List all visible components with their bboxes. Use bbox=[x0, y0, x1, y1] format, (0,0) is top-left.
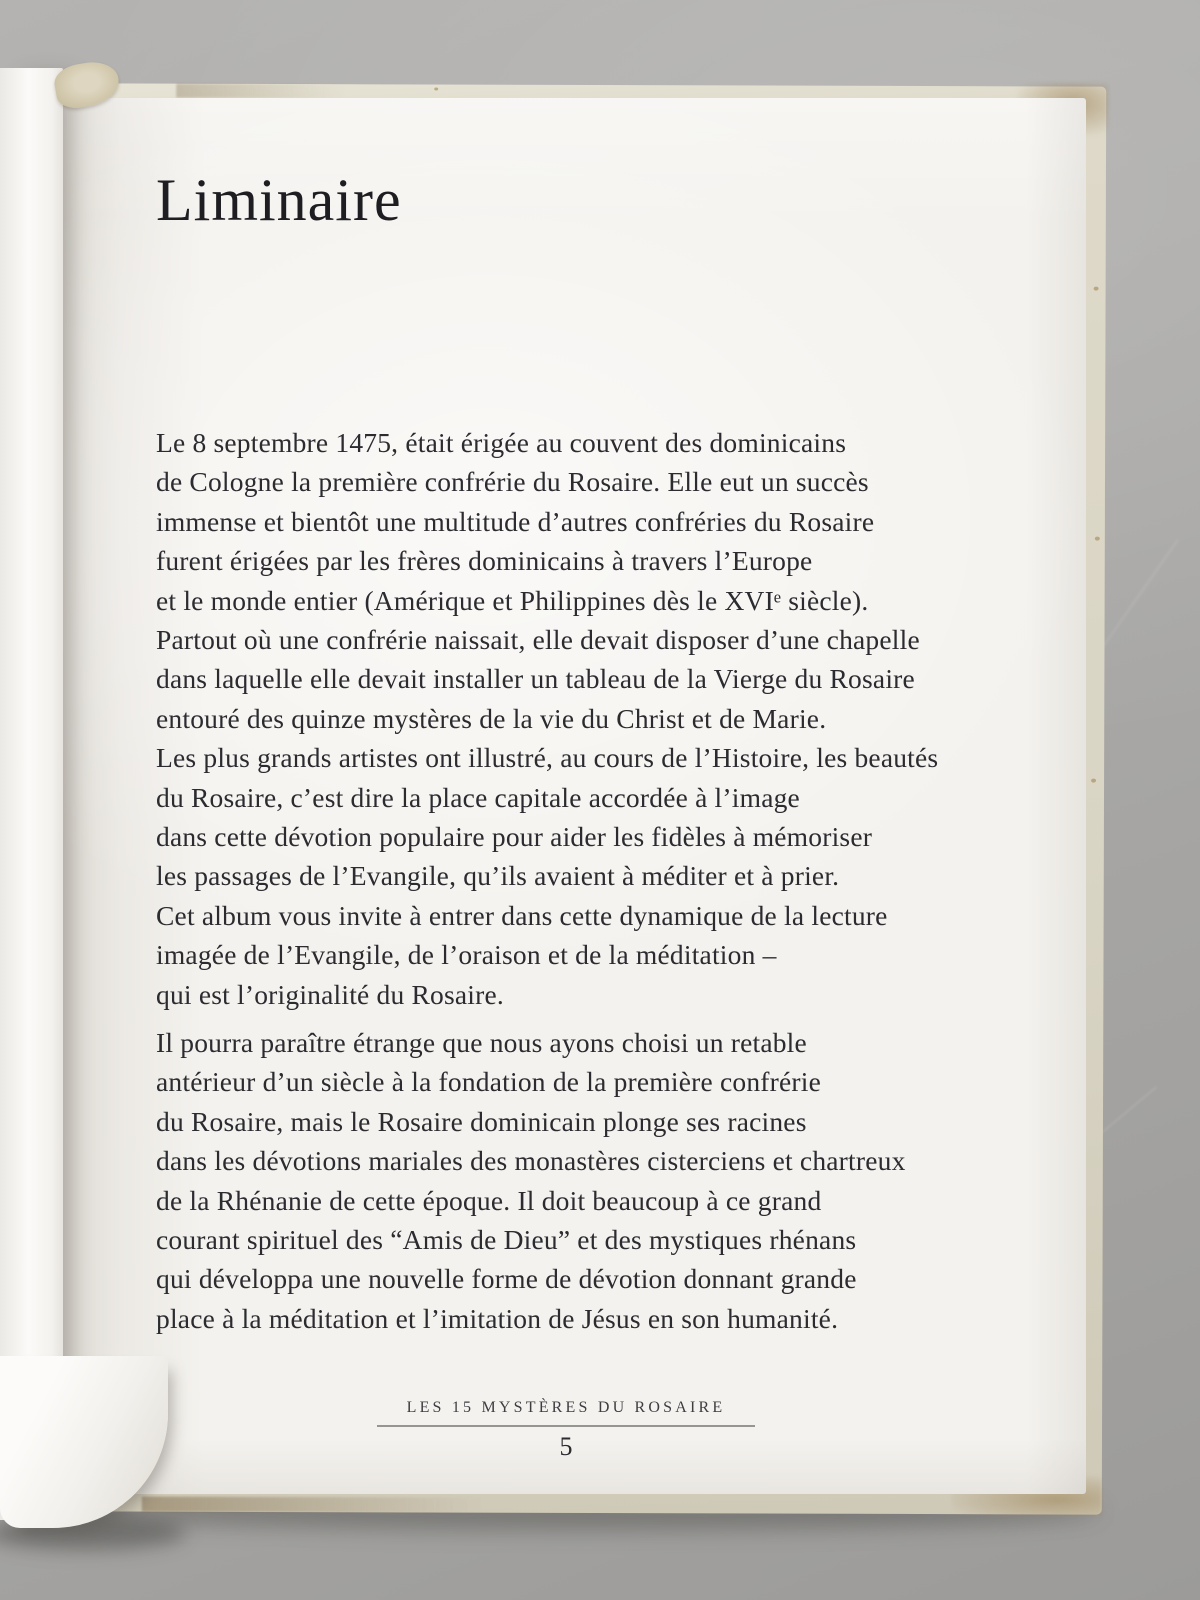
page-footer bbox=[377, 1399, 755, 1462]
foxing-spot bbox=[1091, 779, 1096, 783]
facing-page-edge bbox=[0, 68, 63, 1520]
foxing-spot bbox=[434, 87, 438, 90]
text-line: place à la méditation et l’imitation de Jésus en son humanité. bbox=[156, 1302, 839, 1334]
text-line: les passages de l’Evangile, qu’ils avaient à méditer et à prier. bbox=[156, 860, 840, 892]
text-line: immense et bientôt une multitude d’autres confréries du Rosaire bbox=[156, 505, 875, 537]
text-line: qui est l’originalité du Rosaire. bbox=[156, 978, 504, 1010]
text-line: dans cette dévotion populaire pour aider les fidèles à mémoriser bbox=[156, 821, 873, 853]
running-title: LES 15 MYSTÈRES DU ROSAIRE bbox=[377, 1399, 755, 1427]
text-line: de la Rhénanie de cette époque. Il doit beaucoup à ce grand bbox=[156, 1184, 822, 1216]
text-line: du Rosaire, c’est dire la place capitale accordée à l’image bbox=[156, 781, 800, 813]
text-line: de Cologne la première confrérie du Rosaire. Elle eut un succès bbox=[156, 466, 869, 498]
text-line: et le monde entier (Amérique et Philippines dès le XVIᵉ siècle). bbox=[156, 584, 869, 616]
cover-stain bbox=[142, 1497, 482, 1513]
page-number: 5 bbox=[559, 1432, 573, 1461]
text-line: dans laquelle elle devait installer un tableau de la Vierge du Rosaire bbox=[156, 663, 915, 695]
text-line: du Rosaire, mais le Rosaire dominicain plonge ses racines bbox=[156, 1105, 807, 1137]
paragraph-1 bbox=[156, 423, 996, 1014]
paragraph-2 bbox=[156, 1023, 996, 1338]
text-line: antérieur d’un siècle à la fondation de la première confrérie bbox=[156, 1066, 821, 1098]
foxing-spot bbox=[1095, 537, 1100, 541]
text-line: Cet album vous invite à entrer dans cette dynamique de la lecture bbox=[156, 899, 888, 931]
chapter-title: Liminaire bbox=[156, 167, 402, 233]
text-line: Les plus grands artistes ont illustré, au cours de l’Histoire, les beautés bbox=[156, 742, 939, 774]
cover-stain bbox=[176, 84, 346, 99]
foxing-spot bbox=[1094, 287, 1099, 291]
text-line: Il pourra paraître étrange que nous ayons choisi un retable bbox=[156, 1027, 807, 1058]
text-line: Partout où une confrérie naissait, elle devait disposer d’une chapelle bbox=[156, 624, 920, 656]
book-page bbox=[60, 98, 1086, 1494]
text-line: Le 8 septembre 1475, était érigée au couvent des dominicains bbox=[156, 427, 847, 458]
text-line: imagée de l’Evangile, de l’oraison et de la méditation – bbox=[156, 939, 777, 971]
text-line: entouré des quinze mystères de la vie du Christ et de Marie. bbox=[156, 702, 827, 734]
text-line: courant spirituel des “Amis de Dieu” et des mystiques rhénans bbox=[156, 1224, 857, 1256]
text-line: furent érigées par les frères dominicains à travers l’Europe bbox=[156, 545, 813, 577]
text-line: qui développa une nouvelle forme de dévotion donnant grande bbox=[156, 1263, 857, 1295]
text-line: dans les dévotions mariales des monastères cisterciens et chartreux bbox=[156, 1145, 906, 1177]
